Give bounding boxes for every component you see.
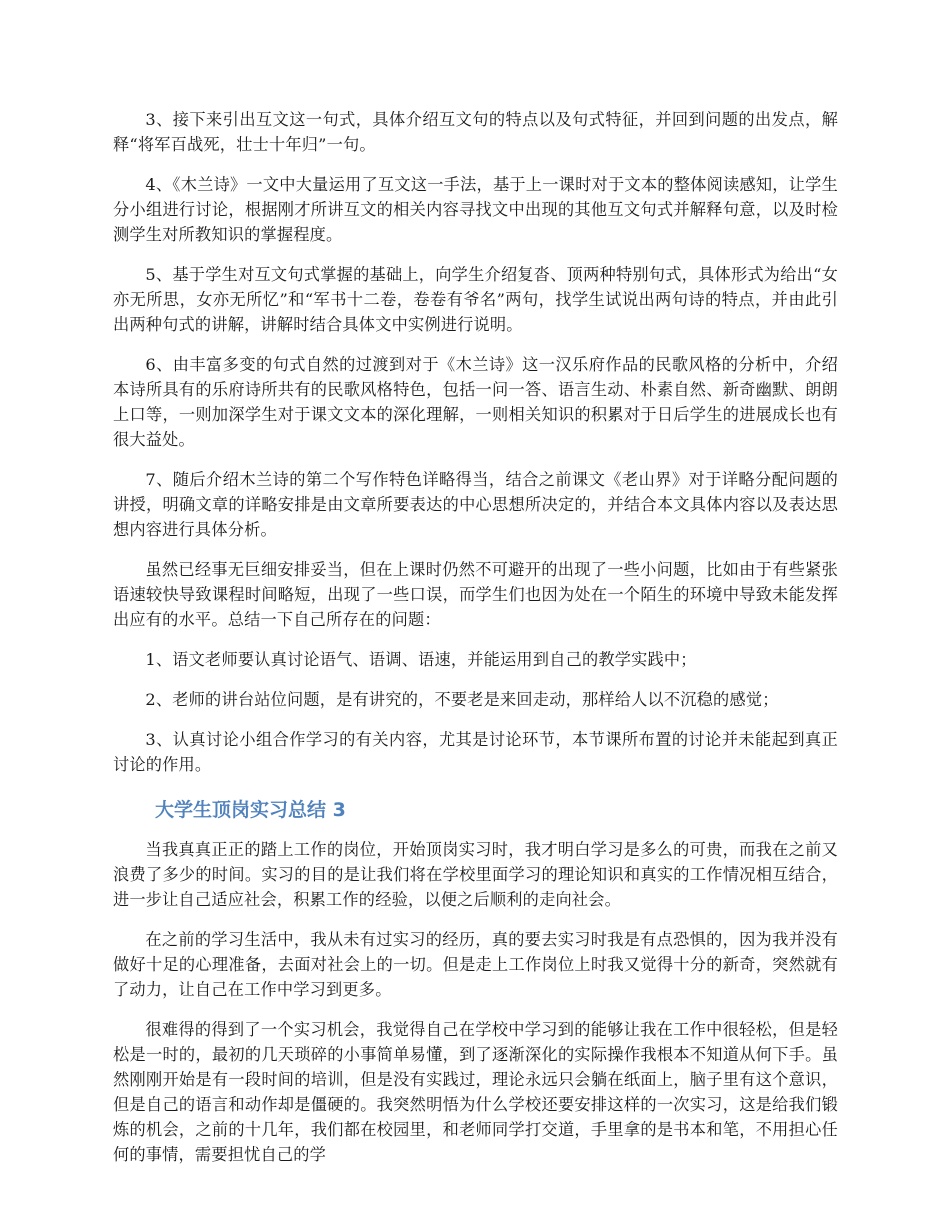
paragraph-problems-intro: 虽然已经事无巨细安排妥当，但在上课时仍然不可避开的出现了一些小问题，比如由于有些紧张语速较快导致课程时间略短，出现了一些口误，而学生们也因为处在一个陌生的环境中导致未能发挥出应有的水平。总结一下自己所存在的问题： <box>113 560 838 629</box>
paragraph-internship-1: 当我真真正正的踏上工作的岗位，开始顶岗实习时，我才明白学习是多么的可贵，而我在之前又浪费了多少的时间。实习的目的是让我们将在学校里面学习的理论知识和真实的工作情况相互结合，进一步让自己适应社会，积累工作的经验，以便之后顺利的走向社会。 <box>113 840 838 909</box>
paragraph-step-6: 6、由丰富多变的句式自然的过渡到对于《木兰诗》这一汉乐府作品的民歌风格的分析中，介绍本诗所具有的乐府诗所共有的民歌风格特色，包括一问一答、语言生动、朴素自然、新奇幽默、朗朗上口等，一则加深学生对于课文文本的深化理解，一则相关知识的积累对于日后学生的进展成长也有很大益处。 <box>113 355 838 449</box>
paragraph-problem-1: 1、语文老师要认真讨论语气、语调、语速，并能运用到自己的教学实践中； <box>145 650 697 669</box>
paragraph-step-3: 3、接下来引出互文这一句式，具体介绍互文句的特点以及句式特征，并回到问题的出发点，解释“将军百战死，壮士十年归”一句。 <box>113 110 838 154</box>
section-heading: 大学生顶岗实习总结 3 <box>155 799 346 821</box>
paragraph-problem-3: 3、认真讨论小组合作学习的有关内容，尤其是讨论环节，本节课所布置的讨论并未能起到真正讨论的作用。 <box>113 730 838 774</box>
paragraph-internship-3: 很难得的得到了一个实习机会，我觉得自己在学校中学习到的能够让我在工作中很轻松，但是轻松是一时的，最初的几天琐碎的小事简单易懂，到了逐渐深化的实际操作我根本不知道从何下手。虽然刚刚开始是有一段时间的培训，但是没有实践过，理论永远只会躺在纸面上，脑子里有这个意识，但是自己的语言和动作却是僵硬的。我突然明悟为什么学校还要安排这样的一次实习，这是给我们锻炼的机会，之前的十几年，我们都在校园里，和老师同学打交道，手里拿的是书本和笔，不用担心任何的事情，需要担忧自己的学 <box>113 1020 838 1164</box>
paragraph-internship-2: 在之前的学习生活中，我从未有过实习的经历，真的要去实习时我是有点恐惧的，因为我并没有做好十足的心理准备，去面对社会上的一切。但是走上工作岗位上时我又觉得十分的新奇，突然就有了动力，让自己在工作中学习到更多。 <box>113 930 838 999</box>
document-page <box>113 107 838 1182</box>
paragraph-step-7: 7、随后介绍木兰诗的第二个写作特色详略得当，结合之前课文《老山界》对于详略分配问题的讲授，明确文章的详略安排是由文章所要表达的中心思想所决定的，并结合本文具体内容以及表达思想内容进行具体分析。 <box>113 470 838 539</box>
paragraph-step-4: 4、《木兰诗》一文中大量运用了互文这一手法，基于上一课时对于文本的整体阅读感知，让学生分小组进行讨论，根据刚才所讲互文的相关内容寻找文中出现的其他互文句式并解释句意，以及时检测学生对所教知识的掌握程度。 <box>113 175 838 244</box>
paragraph-problem-2: 2、老师的讲台站位问题，是有讲究的，不要老是来回走动，那样给人以不沉稳的感觉； <box>145 690 779 709</box>
paragraph-step-5: 5、基于学生对互文句式掌握的基础上，向学生介绍复沓、顶两种特别句式，具体形式为给出“女亦无所思，女亦无所忆”和“军书十二卷，卷卷有爷名”两句，找学生试说出两句诗的特点，并由此引出两种句式的讲解，讲解时结合具体文中实例进行说明。 <box>113 265 838 334</box>
